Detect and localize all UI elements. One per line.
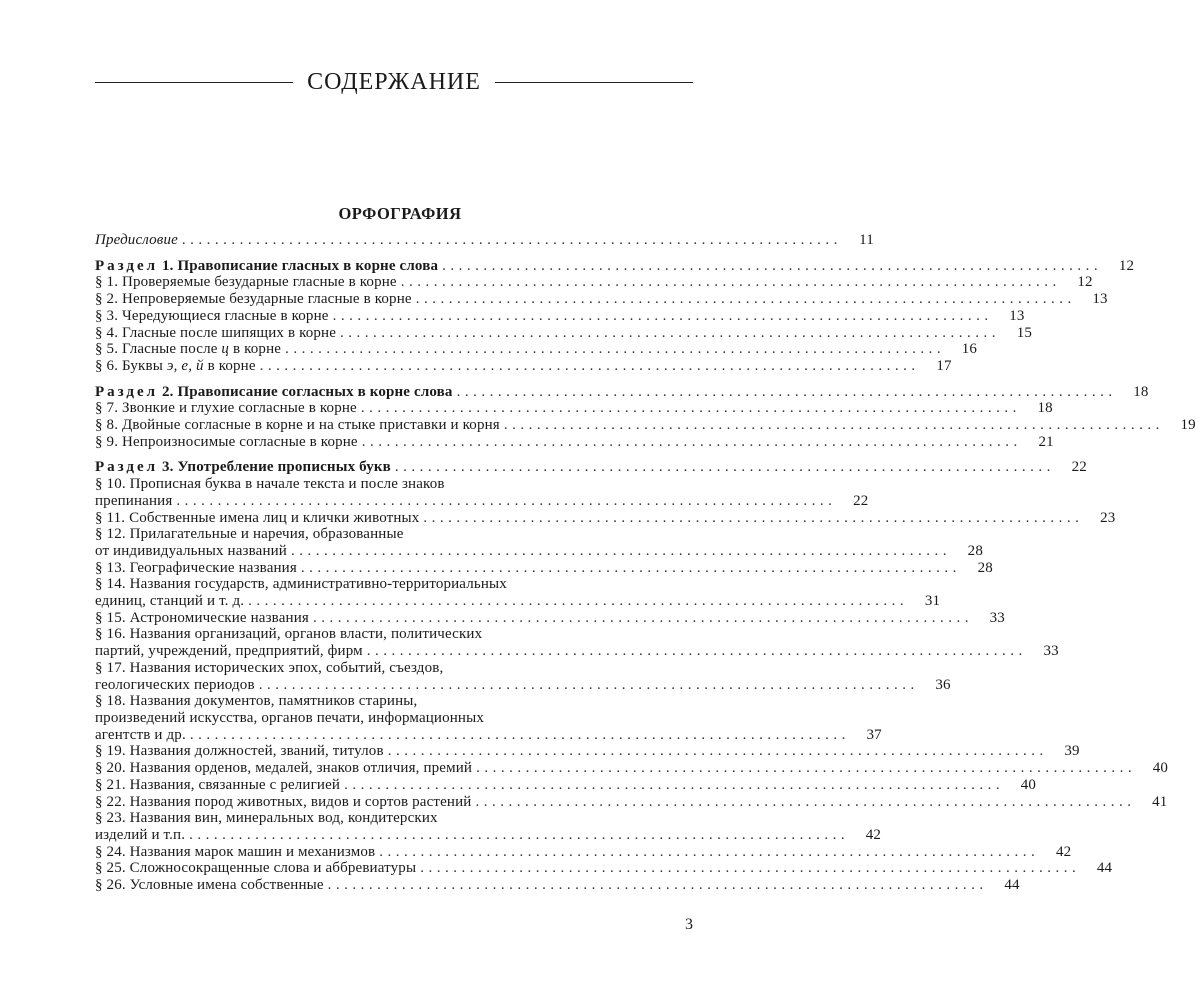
toc-page-number: 19 [1180,417,1196,434]
dot-leader: ................................................................................ [285,341,946,358]
dot-leader: ................................................................................ [340,324,1001,341]
dot-leader: ................................................................................ [442,257,1103,274]
toc-entry-text-continued: агентств и др. [95,726,186,743]
part-label: Раздел [95,383,159,400]
toc-page-number: 23 [1100,509,1116,526]
dot-leader: ................................................................................ [394,459,1055,476]
toc-part-3[interactable] [95,459,1087,476]
toc-page-number: 22 [1071,459,1087,476]
toc-entry-26[interactable] [95,877,1020,894]
toc-entry-text: § 15. Астрономические названия [95,609,309,626]
dot-leader: ................................................................................ [476,760,1137,777]
header-right-rule [495,82,693,83]
dot-leader: ................................................................................ [327,877,988,894]
toc-entry-8[interactable] [95,417,1196,434]
toc-entry-text: § 13. Географические названия [95,559,297,576]
toc-page-number: 42 [1055,843,1072,860]
toc-page-number: 21 [1038,433,1054,450]
toc-entry-text: § 7. Звонкие и глухие согласные в корне [95,400,357,417]
part-title: Правописание согласных в корне слова [177,383,453,400]
toc-entry-text: § 18. Названия документов, памятников старины, [95,693,418,710]
toc-part-1[interactable] [95,257,1135,275]
toc-entry-text: § 8. Двойные согласные в корне и на стыке приставки и корня [95,417,500,434]
toc-entry-text: Предисловие [95,232,178,248]
dot-leader: ................................................................................ [379,843,1040,860]
toc-entry-9[interactable] [95,433,1054,451]
toc-entry-22[interactable] [95,793,1168,811]
toc-entry-text-continued: произведений искусства, органов печати, информационных [95,709,484,726]
toc-page-number: 18 [1037,400,1053,417]
toc-entry-3[interactable] [95,307,1025,325]
toc-entry-18[interactable] [95,693,882,743]
dot-leader: ................................................................................ [475,793,1136,810]
toc-page-number: 40 [1152,760,1169,777]
toc-entry-21[interactable] [95,776,1037,794]
page-number: 3 [685,916,693,933]
toc-entry-7[interactable] [95,400,1053,417]
toc-entry-6[interactable] [95,357,952,375]
toc-entry-text: § 11. Собственные имена лиц и клички животных [95,509,420,526]
toc-entry-preface[interactable] [95,232,874,249]
toc-entry-25[interactable] [95,860,1113,877]
toc-part-2[interactable] [95,383,1149,401]
toc-entry-text-continued: от индивидуальных названий [95,542,287,559]
header-left-rule [95,82,293,83]
toc-entry-12[interactable] [95,526,983,559]
toc-entry-16[interactable] [95,626,1059,660]
toc-entry-11[interactable] [95,509,1116,527]
toc-entry-2[interactable] [95,291,1108,308]
toc-entry-text: § 21. Названия, связанные с религией [95,776,341,793]
page-title: СОДЕРЖАНИЕ [307,68,481,95]
toc-entry-10[interactable] [95,476,869,509]
toc-page-number: 11 [859,232,874,248]
toc-entry-text: § 4. Гласные после шипящих в корне [95,324,337,341]
toc-entry-text: § 20. Названия орденов, медалей, знаков отличия, премий [95,760,473,777]
toc-entry-text: § 22. Названия пород животных, видов и сортов растений [95,793,472,810]
toc-page-number: 42 [865,826,882,843]
part-number: 1. [162,257,174,274]
dot-leader: ................................................................................ [248,593,909,610]
part-label: Раздел [95,459,159,476]
toc-entry-text-continued: партий, учреждений, предприятий, фирм [95,643,363,660]
dot-leader: ................................................................................ [332,307,993,324]
toc-entry-text: § 5. Гласные после ц в корне [95,341,282,358]
dot-leader: ................................................................................ [181,232,842,248]
toc-page-number: 17 [936,357,952,374]
dot-leader: ................................................................................ [420,860,1081,877]
dot-leader: ................................................................................ [189,826,850,843]
dot-leader: ................................................................................ [300,559,961,576]
toc-page-number: 12 [1118,257,1135,274]
part-label: Раздел [95,257,159,274]
dot-leader: ................................................................................ [361,433,1022,450]
toc-entry-text: § 6. Буквы э, е, й в корне [95,357,256,374]
toc-page-number: 44 [1004,877,1020,894]
toc-entry-text: § 1. Проверяемые безударные гласные в корне [95,274,397,291]
toc-entry-text: § 23. Названия вин, минеральных вод, кондитерских [95,810,438,827]
toc-entry-text: § 19. Названия должностей, званий, титулов [95,743,384,760]
toc-page-number: 28 [977,559,993,576]
toc-entry-text: § 24. Названия марок машин и механизмов [95,843,376,860]
toc-entry-text-continued: препинания [95,492,173,509]
toc-page-number: 33 [1043,643,1059,660]
toc-page-number: 13 [1092,291,1108,308]
toc-page-number: 22 [853,492,869,509]
toc-entry-text: § 16. Названия организаций, органов власти, политических [95,626,483,643]
toc-entry-text-continued: геологических периодов [95,676,255,693]
toc-page-number: 13 [1009,307,1025,324]
toc-page-number: 15 [1016,324,1033,341]
dot-leader: ................................................................................ [366,643,1027,660]
dot-leader: ................................................................................ [503,417,1164,434]
toc-page-number: 28 [967,542,983,559]
dot-leader: ................................................................................ [259,357,920,374]
toc-entry-24[interactable] [95,843,1072,861]
toc-page-number: 36 [935,676,951,693]
section-heading: ОРФОГРАФИЯ [338,204,462,223]
dot-leader: ................................................................................ [189,726,850,743]
toc-entry-text: § 17. Названия исторических эпох, событий, съездов, [95,659,444,676]
part-title: Правописание гласных в корне слова [177,257,439,274]
page-header [95,64,693,100]
toc-entry-15[interactable] [95,609,1005,627]
toc-entry-text-continued: изделий и т.п. [95,826,186,843]
toc-page-number: 16 [961,341,978,358]
toc-page-number: 41 [1152,793,1168,810]
toc-entry-20[interactable] [95,760,1169,777]
toc-entry-5[interactable] [95,341,978,358]
part-number: 3. [162,459,174,476]
dot-leader: ................................................................................ [456,383,1117,400]
toc-page-number: 31 [924,593,941,610]
toc-page-number: 39 [1064,743,1080,760]
toc-entry-4[interactable] [95,324,1033,342]
toc-entry-text: § 3. Чередующиеся гласные в корне [95,307,329,324]
toc-entry-19[interactable] [95,743,1080,760]
dot-leader: ................................................................................ [400,274,1061,291]
dot-leader: ................................................................................ [415,291,1076,308]
toc-page-number: 12 [1077,274,1093,291]
dot-leader: ................................................................................ [290,542,951,559]
toc-page-number: 18 [1133,383,1149,400]
toc-entry-13[interactable] [95,559,993,577]
dot-leader: ................................................................................ [344,776,1005,793]
dot-leader: ................................................................................ [423,509,1084,526]
toc-entry-text-continued: единиц, станций и т. д. [95,593,245,610]
table-of-contents [95,232,1196,894]
toc-entry-text: § 10. Прописная буква в начале текста и после знаков [95,476,445,493]
toc-entry-text: § 14. Названия государств, административно-территориальных [95,576,507,593]
part-title: Употребление прописных букв [177,459,391,476]
toc-entry-text: § 12. Прилагательные и наречия, образованные [95,526,404,543]
toc-page-number: 37 [866,726,882,743]
toc-entry-text: § 9. Непроизносимые согласные в корне [95,433,358,450]
toc-page-number: 44 [1096,860,1113,877]
part-number: 2. [162,383,174,400]
dot-leader: ................................................................................ [258,676,919,693]
toc-entry-text: § 25. Сложносокращенные слова и аббревиатуры [95,860,417,877]
toc-entry-1[interactable] [95,274,1093,291]
toc-page-number: 33 [989,609,1005,626]
dot-leader: ................................................................................ [176,492,837,509]
dot-leader: ................................................................................ [387,743,1048,760]
toc-entry-text: § 26. Условные имена собственные [95,877,324,894]
toc-entry-23[interactable] [95,810,882,843]
toc-entry-14[interactable] [95,576,941,610]
dot-leader: ................................................................................ [360,400,1021,417]
toc-page-number: 40 [1020,776,1037,793]
toc-entry-17[interactable] [95,659,951,693]
toc-entry-text: § 2. Непроверяемые безударные гласные в корне [95,291,412,308]
dot-leader: ................................................................................ [312,609,973,626]
